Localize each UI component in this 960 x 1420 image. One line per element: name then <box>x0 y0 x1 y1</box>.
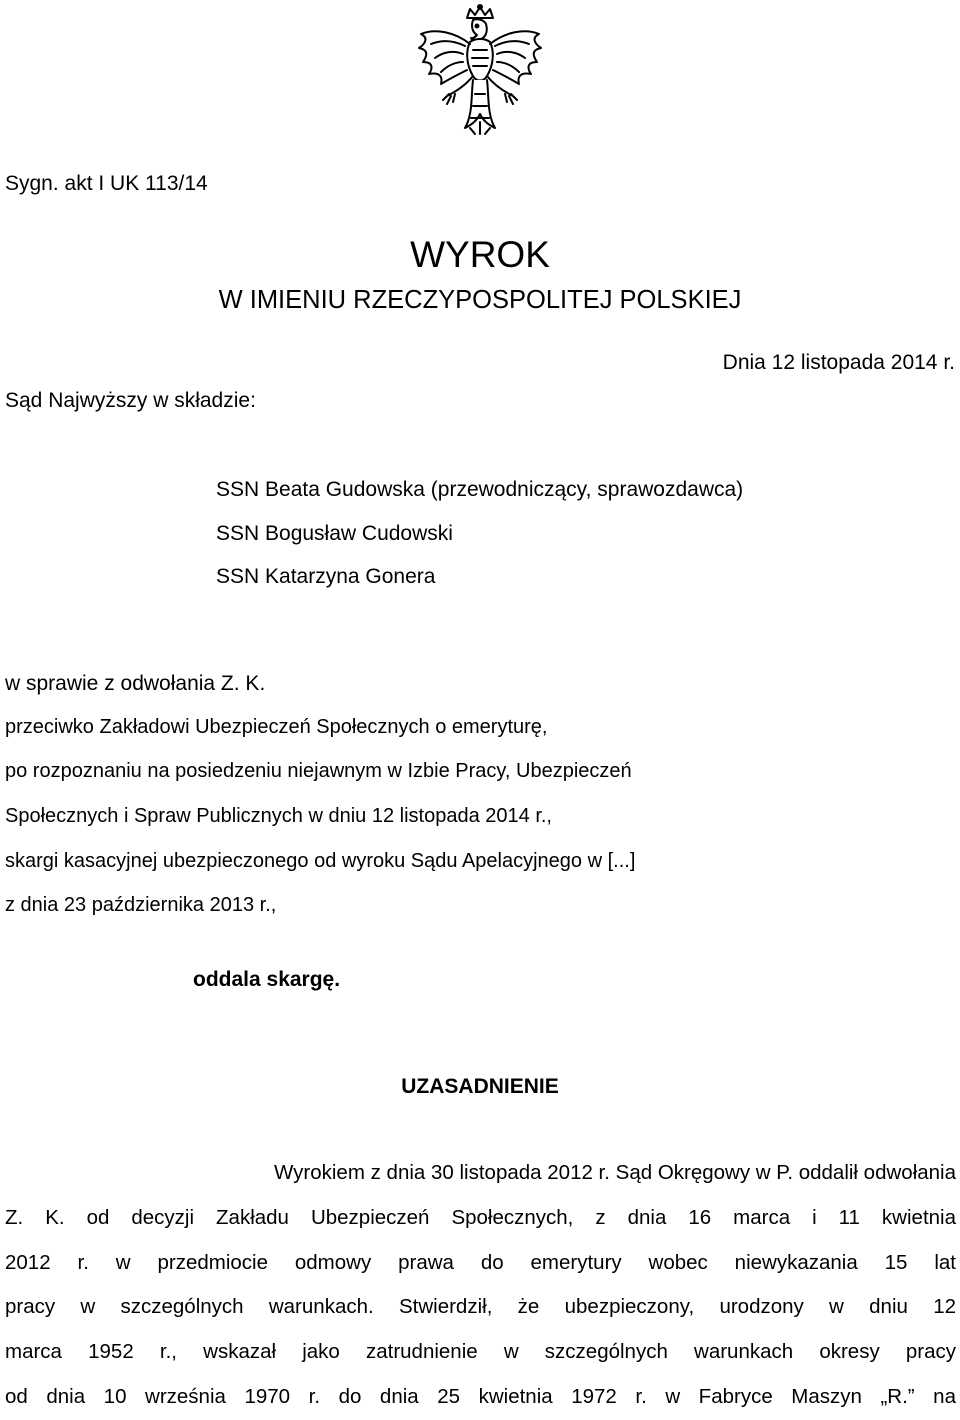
case-line: po rozpoznaniu na posiedzeniu niejawnym w Izbie Pracy, Ubezpieczeń <box>5 760 632 782</box>
judge-name: SSN Bogusław Cudowski <box>216 522 453 545</box>
verdict: oddala skargę. <box>193 968 341 991</box>
judge-name: SSN Beata Gudowska (przewodniczący, sprawozdawca) <box>216 478 744 501</box>
justification-line: od dnia 10 września 1970 r. do dnia 25 kwietnia 1972 r. w Fabryce Maszyn „R.” na <box>5 1384 956 1408</box>
judge-name: SSN Katarzyna Gonera <box>216 565 436 588</box>
justification-line: Wyrokiem z dnia 30 listopada 2012 r. Sąd Okręgowy w P. oddalił odwołania <box>273 1161 956 1184</box>
polish-eagle-emblem-icon <box>415 4 545 136</box>
case-signature: Sygn. akt I UK 113/14 <box>5 172 208 195</box>
justification-line: pracy w szczególnych warunkach. Stwierdził, że ubezpieczony, urodzony w dniu 12 <box>5 1295 956 1319</box>
document-subtitle: W IMIENIU RZECZYPOSPOLITEJ POLSKIEJ <box>218 286 742 314</box>
court-composition-label: Sąd Najwyższy w składzie: <box>5 389 256 412</box>
judgment-date: Dnia 12 listopada 2014 r. <box>722 351 955 374</box>
justification-body <box>5 1151 956 1420</box>
justification-line: marca 1952 r., wskazał jako zatrudnienie w szczególnych warunkach okresy pracy <box>5 1340 956 1364</box>
justification-line: 2012 r. w przedmiocie odmowy prawa do emerytury wobec niewykazania 15 lat <box>5 1250 956 1274</box>
case-line: z dnia 23 października 2013 r., <box>5 894 277 916</box>
case-line: przeciwko Zakładowi Ubezpieczeń Społecznych o emeryturę, <box>5 716 548 738</box>
justification-heading: UZASADNIENIE <box>401 1075 559 1098</box>
case-line: skargi kasacyjnej ubezpieczonego od wyroku Sądu Apelacyjnego w [...] <box>5 850 636 872</box>
document-title: WYROK <box>410 234 550 275</box>
case-line: Społecznych i Spraw Publicznych w dniu 12 listopada 2014 r., <box>5 805 552 827</box>
case-intro: w sprawie z odwołania Z. K. <box>5 672 266 695</box>
justification-line: Z. K. od decyzji Zakładu Ubezpieczeń Społecznych, z dnia 16 marca i 11 kwietnia <box>5 1205 956 1229</box>
